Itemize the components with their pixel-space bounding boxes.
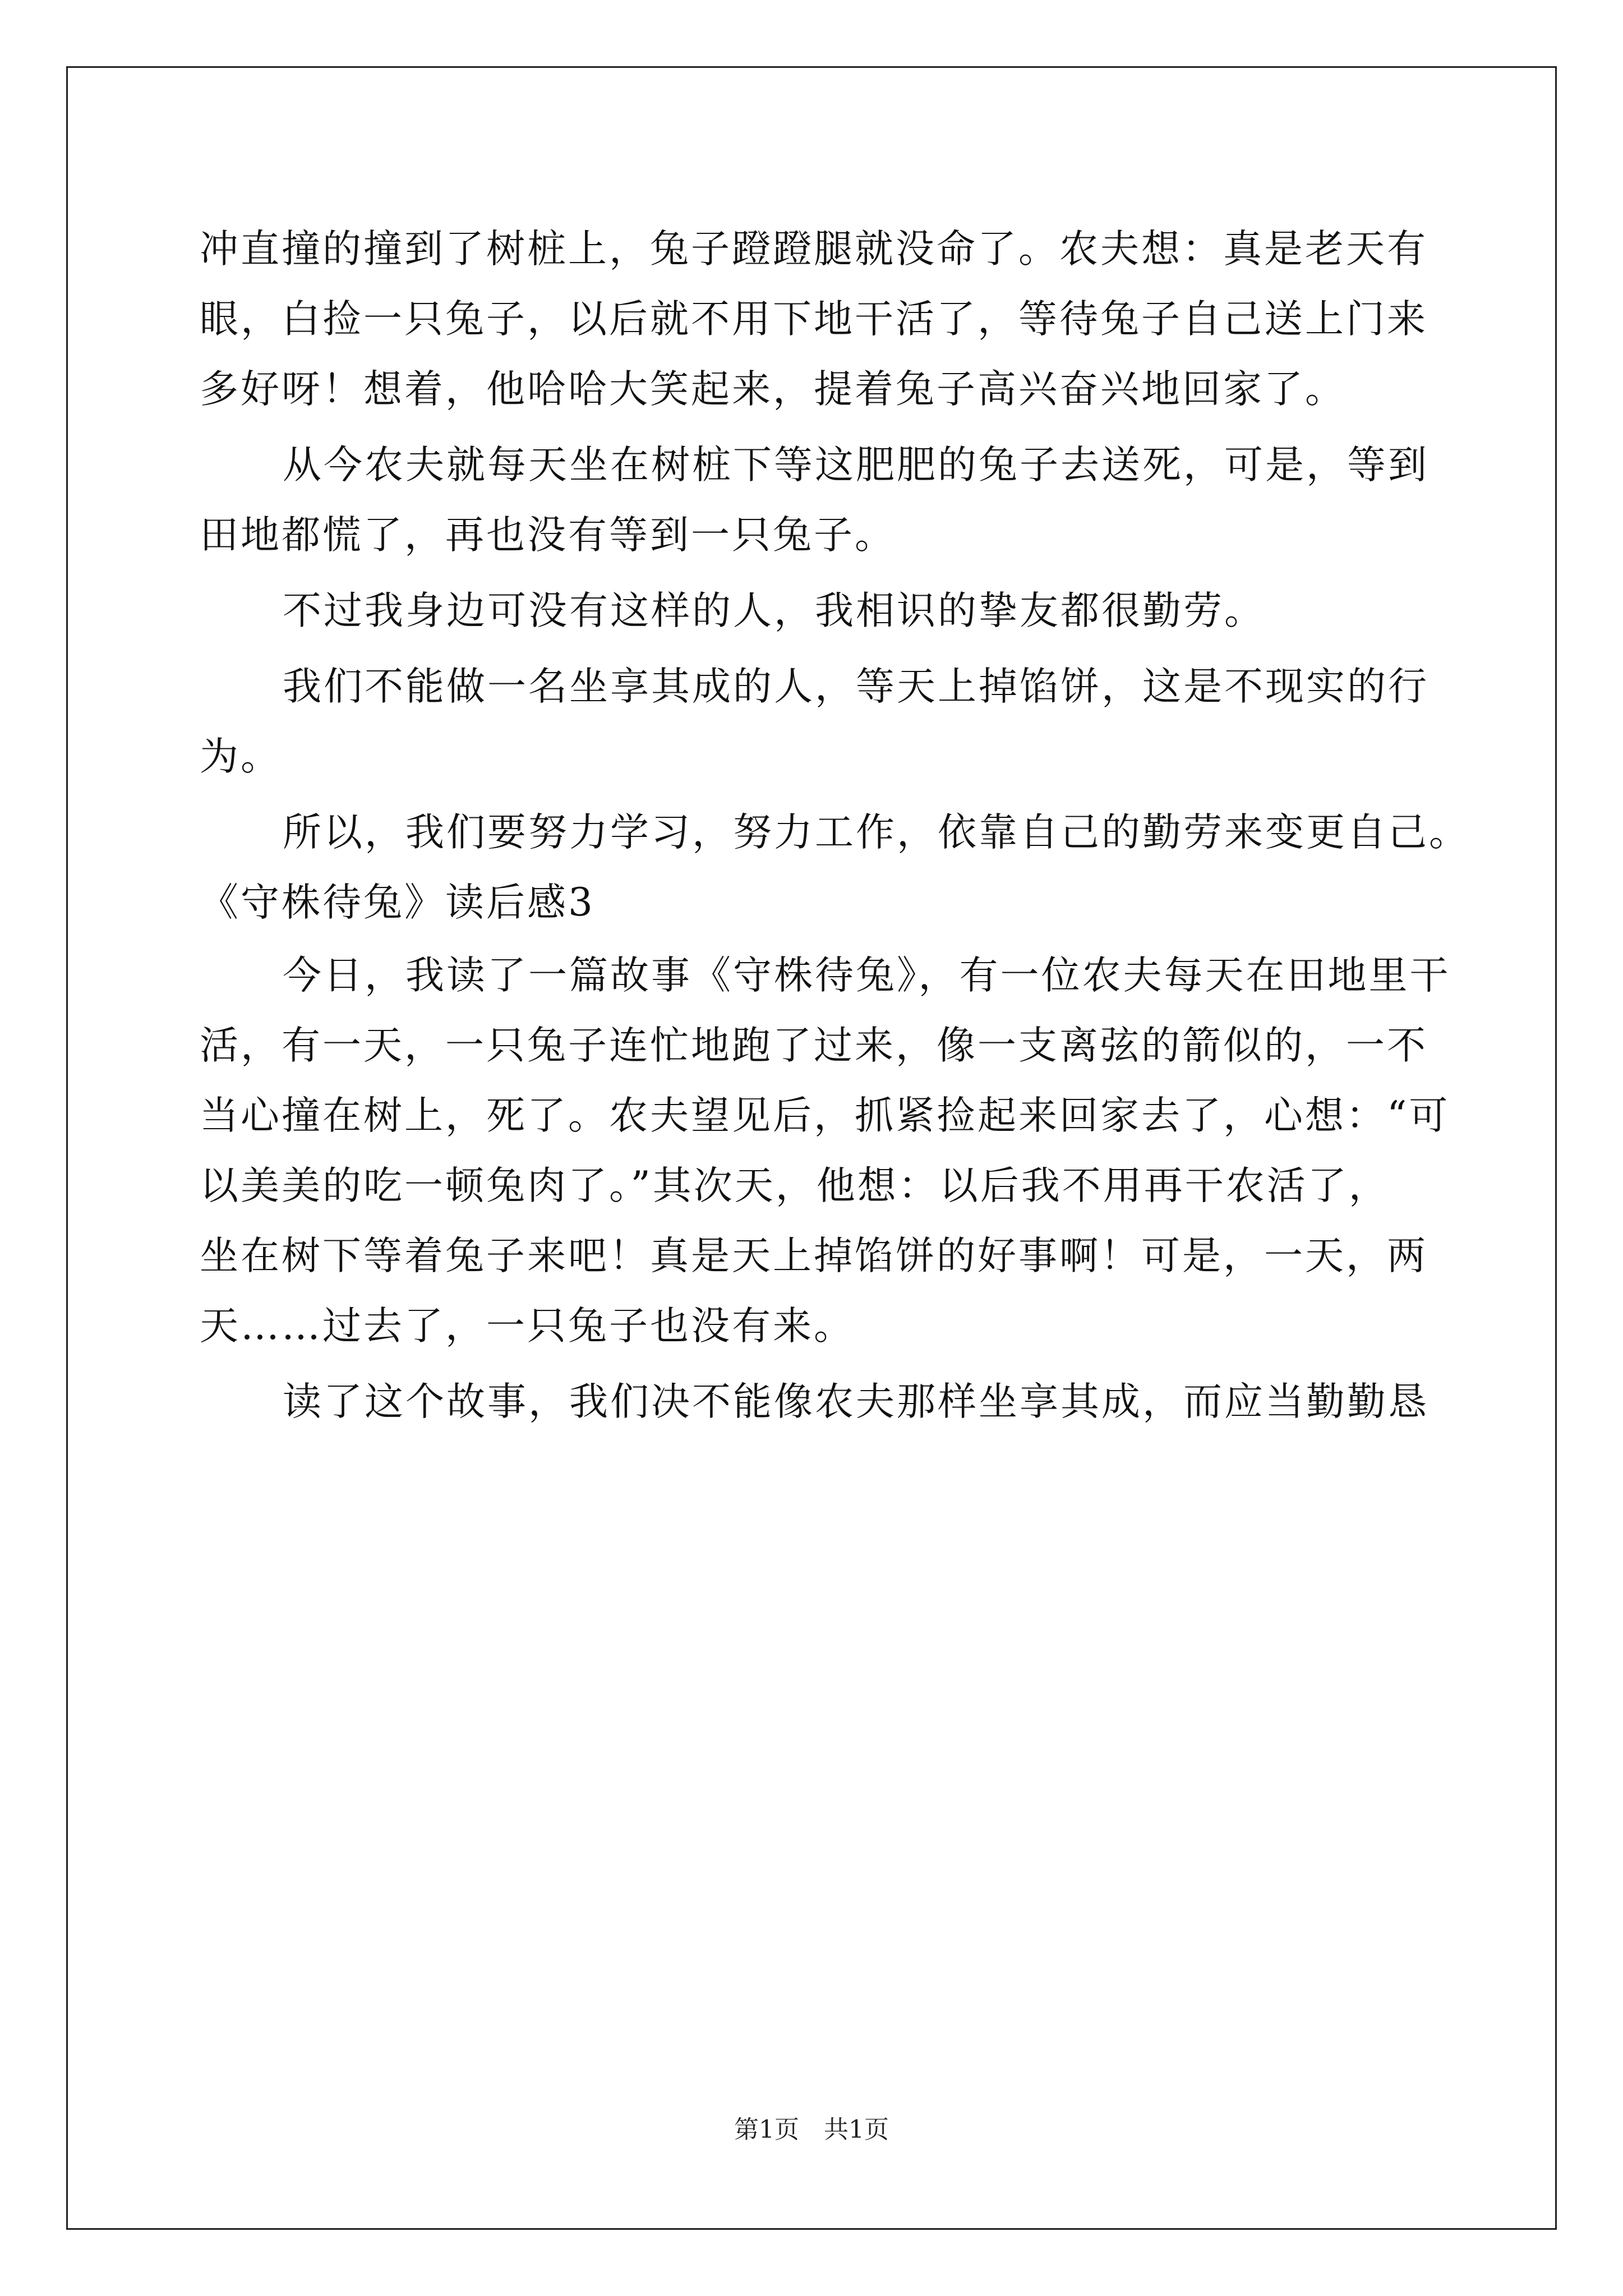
text-line-9: 所以，我们要努力学习，努力工作，依靠自己的勤劳来变更自己。 xyxy=(283,810,1470,855)
text-line-11: 今日，我读了一篇故事《守株待兔》，有一位农夫每天在田地里干 xyxy=(283,953,1451,998)
section-title: 《守株待兔》读后感3 xyxy=(200,880,595,925)
text-line-5: 田地都慌了，再也没有等到一只兔子。 xyxy=(200,513,896,558)
text-line-17: 读了这个故事，我们决不能像农夫那样坐享其成，而应当勤勤恳 xyxy=(283,1379,1429,1424)
page-footer: 第1页 共1页 xyxy=(734,2115,889,2144)
text-line-6: 不过我身边可没有这样的人，我相识的挚友都很勤劳。 xyxy=(283,588,1265,633)
text-line-4: 从今农夫就每天坐在树桩下等这肥肥的兔子去送死，可是，等到 xyxy=(283,443,1429,487)
text-line-12: 活，有一天，一只兔子连忙地跑了过来，像一支离弦的箭似的，一不 xyxy=(200,1023,1428,1068)
text-line-2: 眼，白捡一只兔子，以后就不用下地干活了，等待兔子自己送上门来 xyxy=(200,297,1428,342)
text-line-15: 坐在树下等着兔子来吧！真是天上掉馅饼的好事啊！可是，一天，两 xyxy=(200,1234,1428,1278)
text-line-7: 我们不能做一名坐享其成的人，等天上掉馅饼，这是不现实的行 xyxy=(283,664,1429,709)
text-line-8: 为。 xyxy=(200,734,282,779)
text-line-16: 天……过去了，一只兔子也没有来。 xyxy=(200,1304,855,1349)
text-line-3: 多好呀！想着，他哈哈大笑起来，提着兔子高兴奋兴地回家了。 xyxy=(200,367,1346,412)
text-line-13: 当心撞在树上，死了。农夫望见后，抓紧捡起来回家去了，心想：“可 xyxy=(200,1093,1450,1138)
text-line-1: 冲直撞的撞到了树桩上，兔子蹬蹬腿就没命了。农夫想：真是老天有 xyxy=(200,227,1428,272)
text-line-14: 以美美的吃一顿兔肉了。”其次天，他想：以后我不用再干农活了， xyxy=(200,1163,1390,1208)
